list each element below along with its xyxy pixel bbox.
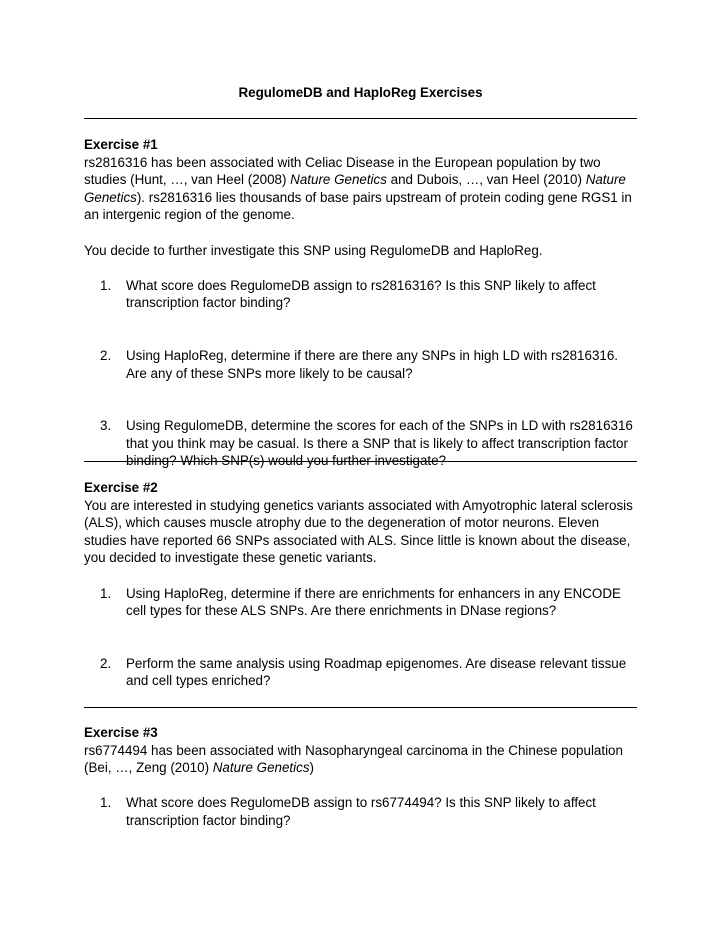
question-number: 2. bbox=[100, 347, 112, 363]
intro-text: ). rs2816316 lies thousands of base pairs upstream of protein coding gene RGS1 in an intergenic region of the genome. bbox=[84, 189, 632, 223]
divider bbox=[84, 707, 637, 708]
question-3-1 bbox=[84, 794, 637, 829]
exercise-2-intro: You are interested in studying genetics variants associated with Amyotrophic lateral sclerosis (ALS), which causes muscle atrophy due to the degeneration of motor neurons. Eleven studies have reported 66 SNPs associated with ALS. Since little is known about the disease, you decided to investigate these genetic variants. bbox=[84, 497, 633, 566]
exercise-1-questions bbox=[84, 277, 637, 470]
exercise-1-intro-2: You decide to further investigate this SNP using RegulomeDB and HaploReg. bbox=[84, 242, 543, 258]
exercise-3-intro bbox=[84, 742, 637, 777]
exercise-2 bbox=[84, 479, 637, 690]
exercise-3 bbox=[84, 724, 637, 830]
question-text: Using HaploReg, determine if there are there any SNPs in high LD with rs2816316. Are any of these SNPs more likely to be causal? bbox=[126, 347, 619, 381]
question-number: 2. bbox=[100, 655, 112, 671]
question-text: What score does RegulomeDB assign to rs2816316? Is this SNP likely to affect transcription factor binding? bbox=[126, 277, 596, 311]
divider bbox=[84, 118, 637, 119]
exercise-1-heading: Exercise #1 bbox=[84, 137, 158, 152]
question-1-2 bbox=[84, 347, 637, 382]
intro-text: rs2816316 has been associated with Celiac Disease in the European population by two studies (Hunt, …, van Heel (2008) bbox=[84, 154, 601, 188]
question-2-1 bbox=[84, 585, 637, 620]
exercise-3-questions bbox=[84, 794, 637, 829]
question-number: 3. bbox=[100, 418, 112, 434]
page-title: RegulomeDB and HaploReg Exercises bbox=[238, 85, 483, 100]
intro-text: ) bbox=[309, 760, 314, 776]
question-text: Perform the same analysis using Roadmap epigenomes. Are disease relevant tissue and cell types enriched? bbox=[126, 655, 627, 689]
exercise-1-intro bbox=[84, 154, 637, 224]
journal-name: Nature Genetics bbox=[212, 760, 310, 776]
exercise-2-questions bbox=[84, 585, 637, 690]
question-1-1 bbox=[84, 277, 637, 312]
journal-name: Nature Genetics bbox=[84, 172, 626, 205]
divider bbox=[84, 461, 637, 462]
intro-text: rs6774494 has been associated with Nasopharyngeal carcinoma in the Chinese population (Bei, …, Zeng (2010) bbox=[84, 742, 623, 776]
question-number: 1. bbox=[100, 585, 112, 601]
question-number: 1. bbox=[100, 277, 112, 293]
journal-name: Nature Genetics bbox=[290, 172, 387, 188]
question-number: 1. bbox=[100, 795, 112, 811]
exercise-1 bbox=[84, 136, 637, 470]
exercise-2-heading: Exercise #2 bbox=[84, 480, 158, 495]
question-text: Using RegulomeDB, determine the scores for each of the SNPs in LD with rs2816316 that you think may be casual. Is there a SNP that is likely to affect transcription factor binding? Which SNP(s) would you further investigate? bbox=[126, 418, 633, 469]
exercise-3-heading: Exercise #3 bbox=[84, 725, 158, 740]
question-text: What score does RegulomeDB assign to rs6774494? Is this SNP likely to affect transcription factor binding? bbox=[126, 795, 596, 828]
question-text: Using HaploReg, determine if there are enrichments for enhancers in any ENCODE cell types for these ALS SNPs. Are there enrichments in DNase regions? bbox=[126, 585, 621, 619]
question-2-2 bbox=[84, 655, 637, 690]
intro-text: and Dubois, …, van Heel (2010) bbox=[386, 172, 586, 188]
